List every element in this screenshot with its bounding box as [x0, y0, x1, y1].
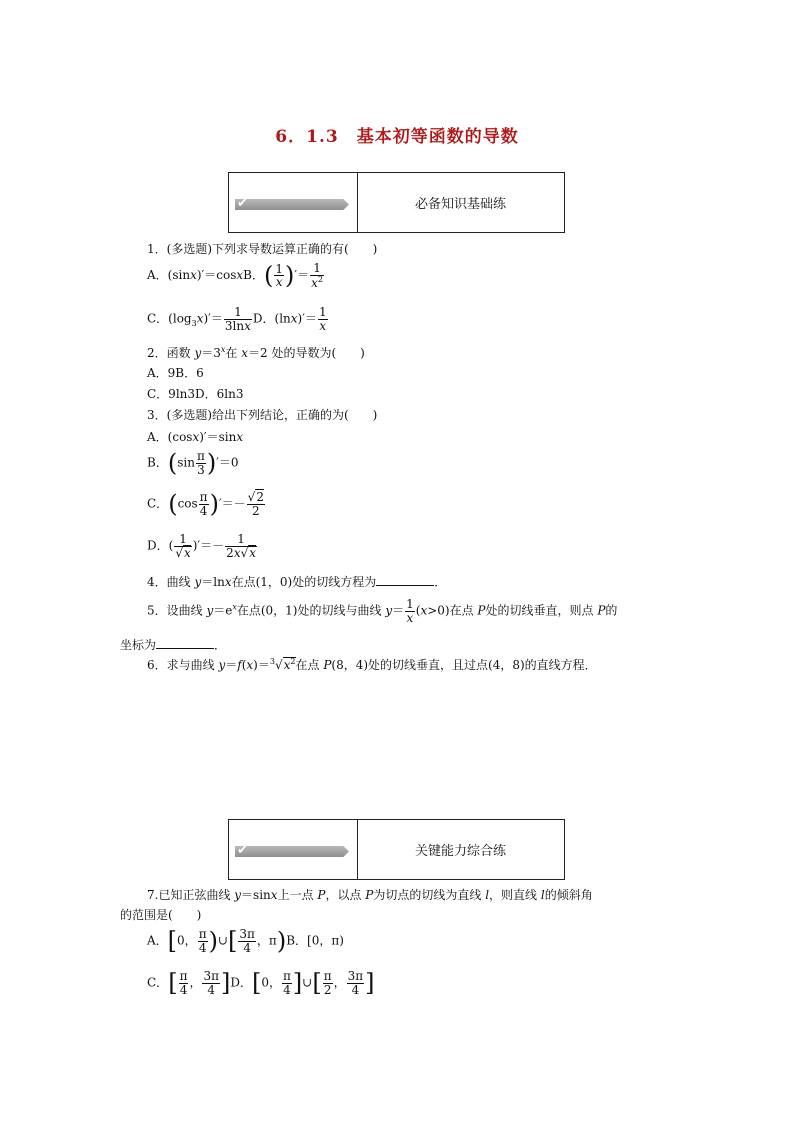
q3-option-c: C．(cos $\frac{\pi}{4}$ )′＝－ $\frac{√2}{2}$ [147, 490, 264, 519]
q2-options-ab: A．9B．6 [147, 366, 204, 380]
q1-options-cd: C．$(\log_3x)'=$ $\frac{1}{3\ln x}$ D．(lnx)′＝ $\frac{1}{x}$ [147, 305, 327, 333]
section-header-basic [228, 172, 565, 233]
section-label: 关键能力综合练 [414, 844, 506, 859]
q6-stem: 6．求与曲线 $y=f(x)=^3√x^2$在点 P(8，4)处的切线垂直，且过点(4，8)的直线方程． [147, 657, 597, 672]
q2-options-cd: C．9ln3D．6ln3 [147, 387, 244, 401]
q1-stem: 1．(多选题)下列求导数运算正确的有( ) [147, 242, 378, 256]
q7-stem-line2: 的范围是( ) [120, 908, 202, 922]
banner-bar [235, 846, 349, 857]
q3-option-d: D．( $\frac{1}{√x}$ )′＝－ $\frac{1}{2x√x}$ [147, 532, 257, 560]
q2-stem: 2．函数 $y=3^x$在 x＝2 处的导数为( ) [147, 345, 365, 360]
section-banner [229, 820, 358, 879]
check-icon: ✔ [237, 843, 248, 858]
check-icon: ✔ [237, 196, 248, 211]
answer-blank[interactable] [376, 585, 434, 586]
q3-stem: 3．(多选题)给出下列结论，正确的为( ) [147, 408, 378, 422]
section-label: 必备知识基础练 [414, 197, 506, 212]
section-header-ability [228, 819, 565, 880]
q3-option-b: B．(sin $\frac{\pi}{3}$ )′＝0 [147, 449, 239, 478]
answer-blank[interactable] [156, 648, 214, 649]
q3-option-a: A．(cosx)′＝sinx [147, 430, 244, 444]
q5-stem-line1: 5．设曲线 $y=e^x$在点(0，1)处的切线与曲线 y＝ $\frac{1}{x}$ (x>0)在点 P处的切线垂直，则点 P的 [147, 597, 618, 625]
q7-stem-line1: 7.已知正弦曲线 y＝sinx上一点 P，以点 P为切点的切线为直线 l，则直线 l的倾斜角 [147, 888, 593, 902]
q7-options-cd: C．[ $\frac{\pi}{4}$ ， $\frac{3\pi}{4}$ ]D．[0， $\frac{\pi}{4}$ ]∪[ $\frac{\pi}{2}$ ， $\frac{3\pi}{4}$ ] [147, 969, 375, 998]
banner-bar [235, 199, 349, 210]
section-banner [229, 173, 358, 232]
q7-options-ab: A．[0， $\frac{\pi}{4}$ )∪[ $\frac{3\pi}{4}$ ，π)B．[0，π) [147, 927, 344, 956]
q5-stem-line2: 坐标为 ． [120, 638, 227, 652]
q1-options-ab: A．(sinx)′＝cosxB．( $\frac{1}{x}$ )′＝ $\frac{1}{x^2}$ [147, 261, 323, 290]
q4-stem: 4．曲线 y＝lnx在点(1，0)处的切线方程为 ． [147, 575, 447, 589]
page-title: 6．1.3 基本初等函数的导数 [275, 127, 519, 147]
